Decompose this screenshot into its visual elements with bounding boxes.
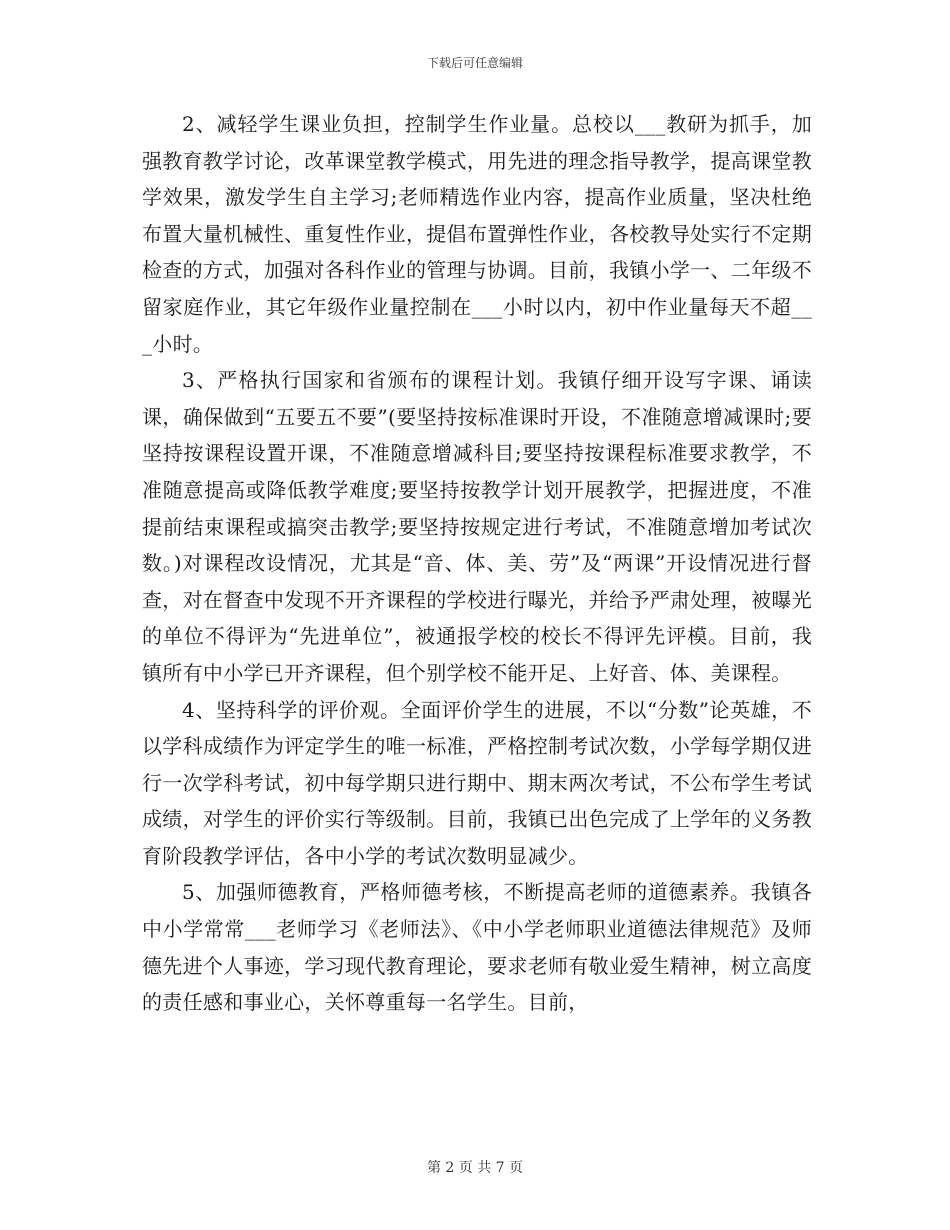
paragraph-2: 2、减轻学生课业负担，控制学生作业量。总校以___教研为抓手，加强教育教学讨论，改革课堂教学模式，用先进的理念指导教学，提高课堂教学效果，激发学生自主学习;老师精选作业内容，提高作业质量，坚决杜绝布置大量机械性、重复性作业，提倡布置弹性作业，各校教导处实行不定期检查的方式，加强对各科作业的管理与协调。目前，我镇小学一、二年级不留家庭作业，其它年级作业量控制在___小时以内，初中作业量每天不超___小时。: [142, 112, 812, 356]
paragraph-3: 3、严格执行国家和省颁布的课程计划。我镇仔细开设写字课、诵读课，确保做到“五要五不要”(要坚持按标准课时开设，不准随意增减课时;要坚持按课程设置开课，不准随意增减科目;要坚持按课程标准要求教学，不准随意提高或降低教学难度;要坚持按教学计划开展教学，把握进度，不准提前结束课程或搞突击教学;要坚持按规定进行考试，不准随意增加考试次数。)对课程改设情况，尤其是“音、体、美、劳”及“两课”开设情况进行督查，对在督查中发现不开齐课程的学校进行曝光，并给予严肃处理，被曝光的单位不得评为“先进单位”，被通报学校的校长不得评先评模。目前，我镇所有中小学已开齐课程，但个别学校不能开足、上好音、体、美课程。: [142, 368, 812, 685]
paragraph-4: 4、坚持科学的评价观。全面评价学生的进展，不以“分数”论英雄，不以学科成绩作为评定学生的唯一标准，严格控制考试次数，小学每学期仅进行一次学科考试，初中每学期只进行期中、期末两次考试，不公布学生考试成绩，对学生的评价实行等级制。目前，我镇已出色完成了上学年的义务教育阶段教学评估，各中小学的考试次数明显减少。: [142, 697, 812, 868]
page-footer: 第 2 页 共 7 页: [426, 1160, 524, 1176]
paragraph-5: 5、加强师德教育，严格师德考核，不断提高老师的道德素养。我镇各中小学常常___老师学习《老师法》、《中小学老师职业道德法律规范》及师德先进个人事迹，学习现代教育理论，要求老师有敬业爱生精神，树立高度的责任感和事业心，关怀尊重每一名学生。目前，: [142, 880, 812, 1015]
page-header: 下载后可任意编辑: [426, 56, 523, 70]
document-body: [142, 106, 812, 1021]
